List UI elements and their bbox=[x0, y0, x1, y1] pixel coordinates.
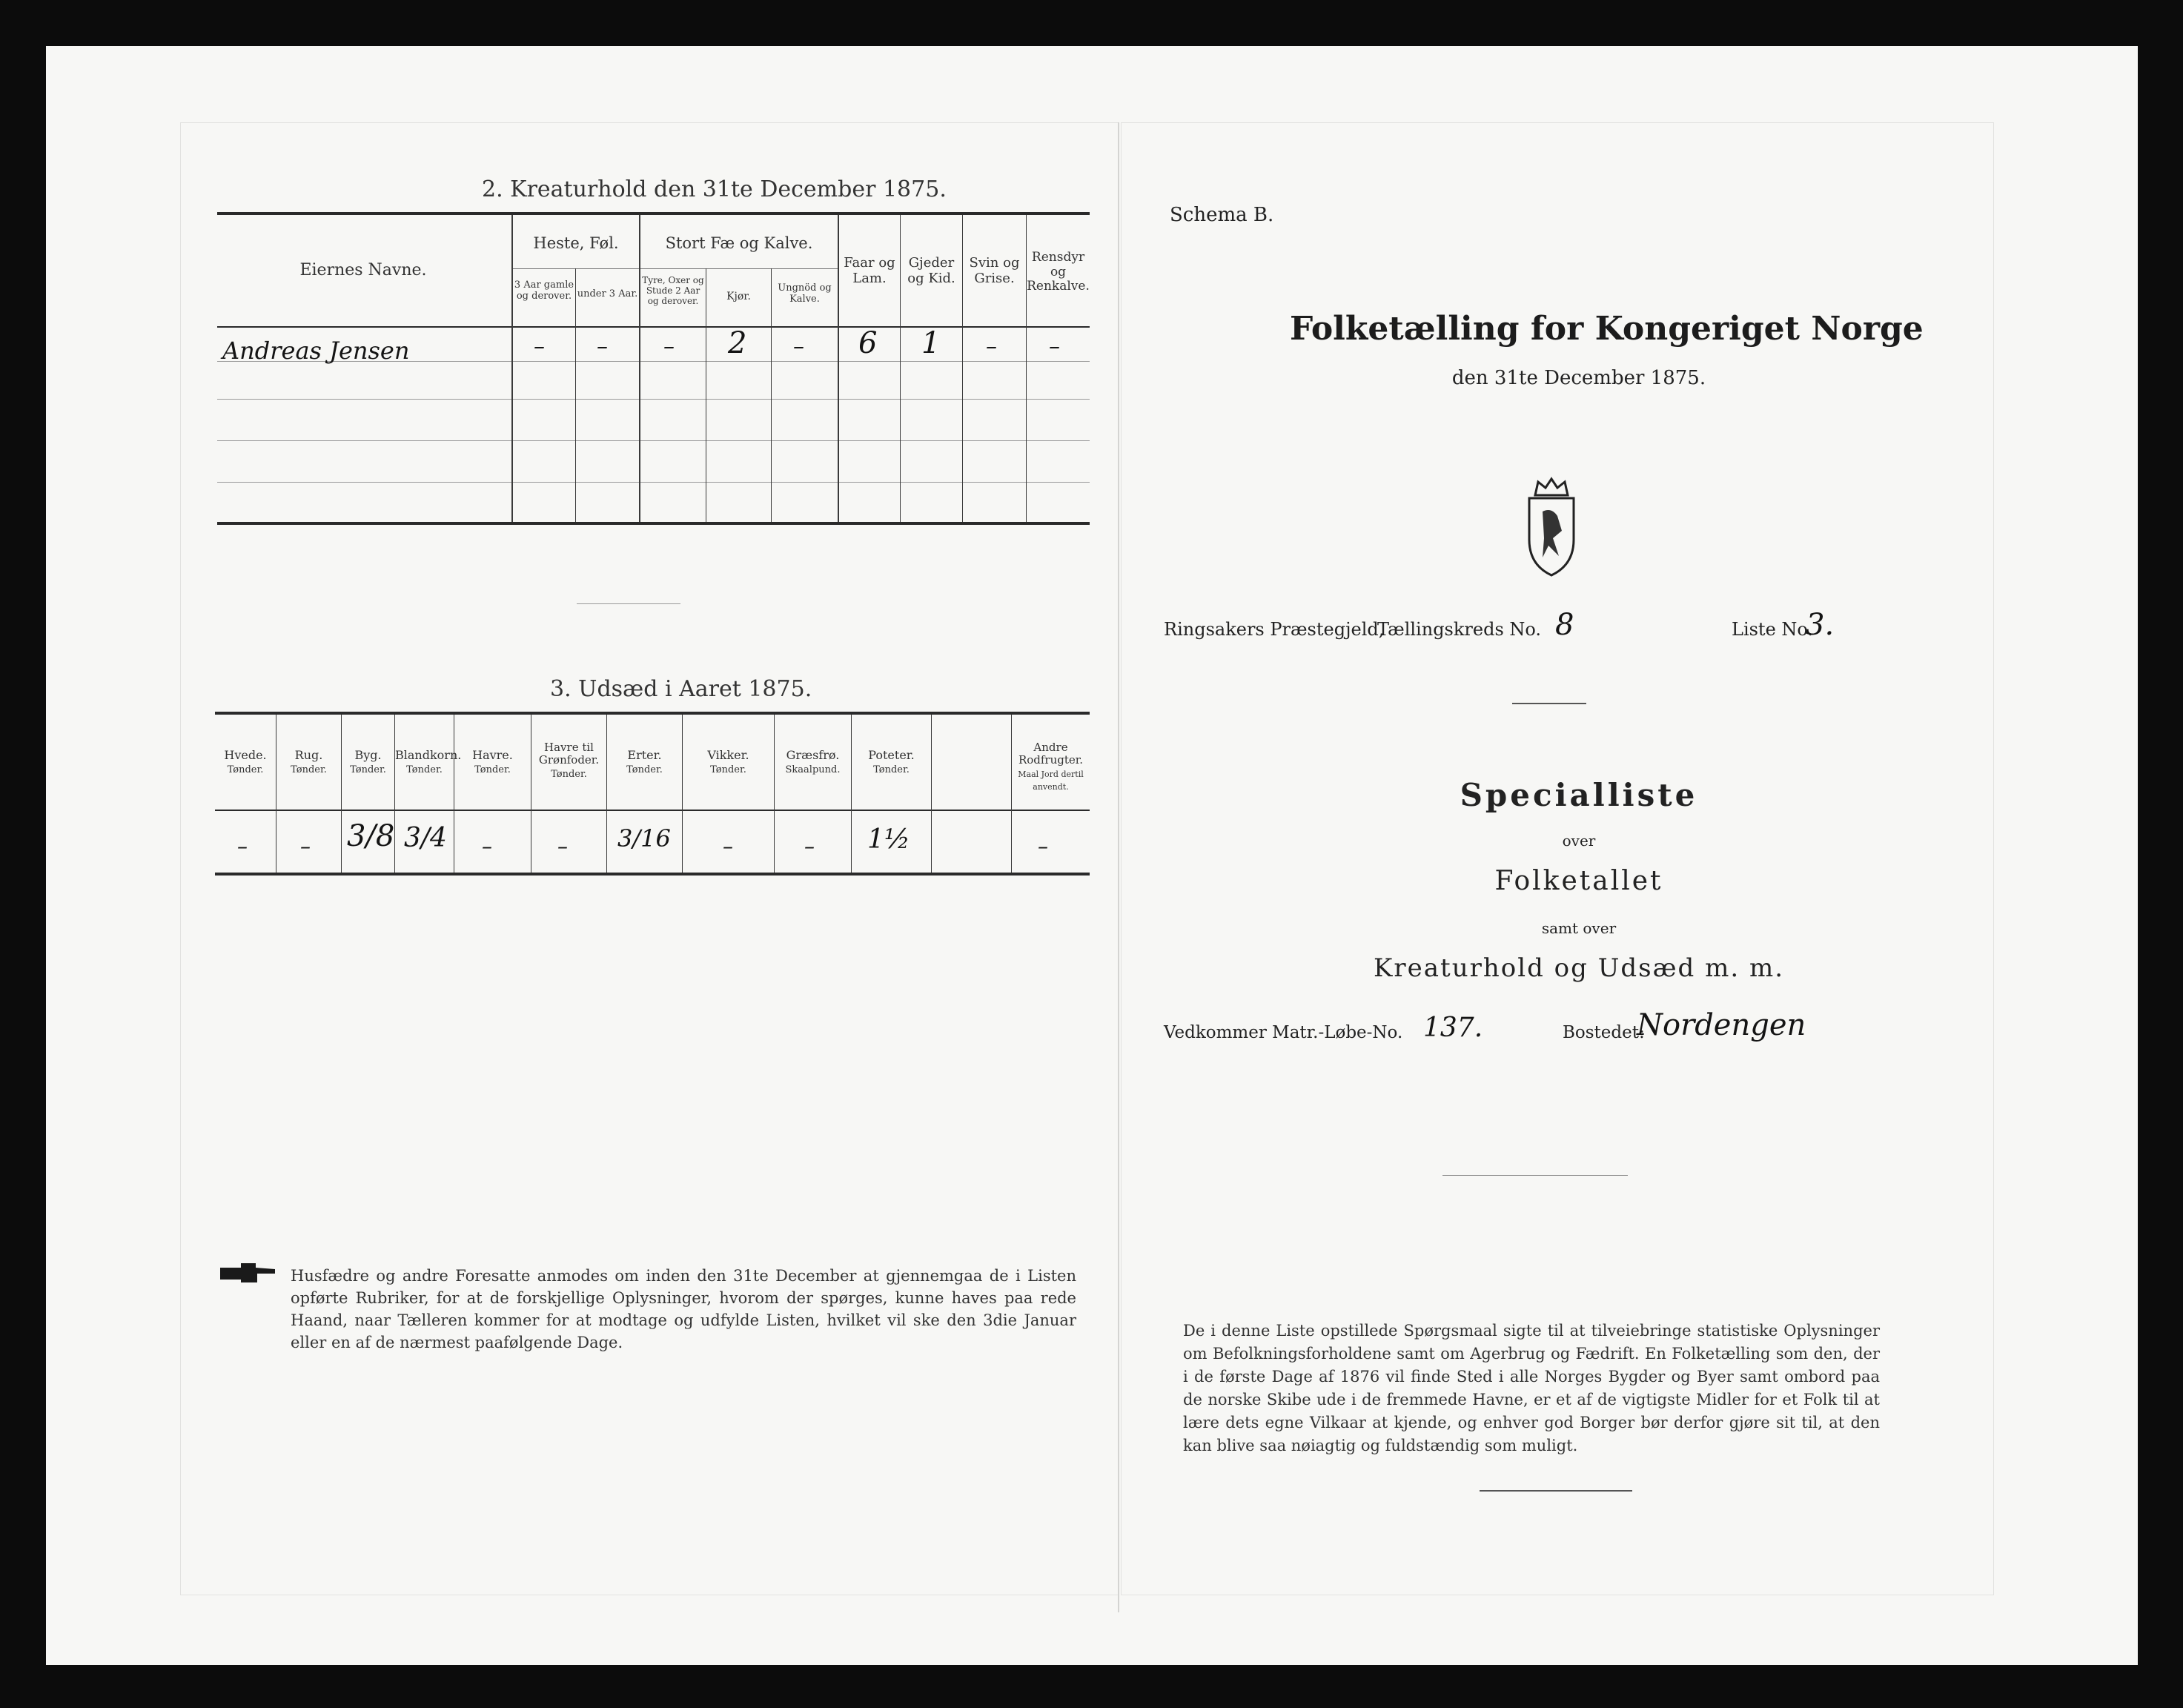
district-label: Tællingskreds No. bbox=[1377, 619, 1542, 640]
explanation-paragraph: De i denne Liste opstillede Spørgsmaal sigte til at tilveiebringe statistiske Oplysninger om Befolkningsforholdene samt om Agerbrug og Fædrift. En Folketælling som den, der i de første Dage af 1876 vil finde Sted i alle Norges Bygder og Byer samt ombord paa de norske Skibe ude i de fremmede Havne, er et af de vigtigste Midler for et Folk til at lære dets egne Vilkaar at kjende, og enhver god Borger bør derfor gjøre sit til, at den kan blive saa nøiagtig og fuldstændig som muligt. bbox=[1183, 1322, 1880, 1454]
seed-col-header: Havre. Tønder. bbox=[472, 748, 513, 776]
page-fold bbox=[1118, 122, 1119, 1612]
census-date: den 31te December 1875. bbox=[1451, 367, 1706, 389]
seed-cell: – bbox=[723, 834, 733, 858]
seed-cell: – bbox=[804, 834, 815, 858]
notice-text: Husfædre og andre Foresatte anmodes om inden den 31te December at gjennemgaa de i Listen opførte Rubriker, for at de forskjellige Oplysninger, hvorom der spørges, kunne haves paa rede Haand, naar Tælleren kommer for at modtage og udfylde Listen, hvilket vil ske den 3die Januar eller en af de nærmest paafølgende Dage. bbox=[291, 1267, 1076, 1351]
owner-name: Andreas Jensen bbox=[222, 337, 410, 365]
list-number: 3. bbox=[1806, 608, 1835, 642]
seed-col-header: Erter. Tønder. bbox=[626, 748, 663, 776]
district-number: 8 bbox=[1555, 608, 1574, 642]
table3-title: 3. Udsæd i Aaret 1875. bbox=[550, 676, 812, 702]
divider bbox=[1442, 1175, 1628, 1176]
parish-label: Ringsakers Præstegjeld, bbox=[1164, 619, 1385, 640]
census-title: Folketælling for Kongeriget Norge bbox=[1290, 310, 1924, 348]
seed-col-header: Græsfrø. Skaalpund. bbox=[785, 748, 841, 776]
cell: – bbox=[986, 334, 997, 360]
table2-title: 2. Kreaturhold den 31te December 1875. bbox=[482, 176, 947, 202]
schema-label: Schema B. bbox=[1170, 204, 1274, 226]
horses-group-header: Heste, Føl. bbox=[533, 234, 619, 252]
pointing-hand-icon bbox=[219, 1260, 278, 1287]
seed-cell: 3/4 bbox=[404, 823, 447, 853]
divider bbox=[1480, 1490, 1632, 1492]
bosted-label: Bostedet: bbox=[1563, 1023, 1645, 1042]
col-header: Tyre, Oxer og Stude 2 Aar og derover. bbox=[642, 275, 704, 306]
cell: – bbox=[597, 334, 608, 360]
seed-cell: 3/8 bbox=[347, 819, 395, 853]
seed-col-header: Havre til Grønfoder. Tønder. bbox=[538, 741, 600, 780]
cell: 6 bbox=[858, 326, 878, 360]
col-header: Rensdyr og Renkalve. bbox=[1027, 250, 1090, 294]
divider bbox=[1512, 703, 1586, 704]
owner-header: Eiernes Navne. bbox=[299, 261, 427, 279]
seed-cell: 1½ bbox=[867, 824, 910, 855]
col-header: 3 Aar gamle og derover. bbox=[514, 279, 574, 302]
col-header: Svin og Grise. bbox=[969, 255, 1020, 286]
norway-coat-of-arms-icon bbox=[1507, 474, 1596, 578]
seed-col-header: Hvede. Tønder. bbox=[224, 748, 267, 776]
seed-cell: – bbox=[557, 834, 568, 858]
divider bbox=[577, 603, 680, 604]
seed-col-header: Vikker. Tønder. bbox=[707, 748, 749, 776]
matr-number: 137. bbox=[1423, 1013, 1483, 1043]
bosted-value: Nordengen bbox=[1637, 1008, 1806, 1042]
seed-cell: 3/16 bbox=[617, 824, 671, 853]
specialliste-heading: Specialliste bbox=[1460, 777, 1698, 813]
folketallet-heading: Folketallet bbox=[1494, 866, 1663, 896]
seed-col-header: Byg. Tønder. bbox=[350, 748, 386, 776]
seed-cell: – bbox=[1038, 834, 1048, 858]
matr-label: Vedkommer Matr.-Løbe-No. bbox=[1164, 1023, 1403, 1042]
seed-col-header: Blandkorn. Tønder. bbox=[395, 748, 462, 776]
cell: – bbox=[663, 334, 675, 360]
col-header: Faar og Lam. bbox=[844, 255, 895, 286]
list-label: Liste No. bbox=[1732, 619, 1814, 640]
col-header: Ungnöd og Kalve. bbox=[778, 282, 832, 305]
seed-col-header: Andre Rodfrugter. Maal Jord dertil anvendt. bbox=[1018, 741, 1084, 792]
cattle-group-header: Stort Fæ og Kalve. bbox=[665, 234, 813, 252]
cell: – bbox=[534, 334, 545, 360]
col-header: under 3 Aar. bbox=[577, 288, 638, 299]
seed-col-header: Rug. Tønder. bbox=[291, 748, 327, 776]
cell: 2 bbox=[728, 326, 747, 360]
cell: 1 bbox=[921, 326, 941, 360]
seed-cell: – bbox=[300, 834, 311, 858]
seed-cell: – bbox=[482, 834, 492, 858]
seed-cell: – bbox=[237, 834, 248, 858]
cell: – bbox=[793, 334, 804, 360]
samt-over-label: samt over bbox=[1541, 919, 1617, 937]
cell: – bbox=[1049, 334, 1060, 360]
kreaturhold-heading: Kreaturhold og Udsæd m. m. bbox=[1373, 953, 1784, 983]
col-header: Gjeder og Kid. bbox=[907, 255, 955, 286]
seed-col-header: Poteter. Tønder. bbox=[868, 748, 915, 776]
over-label: over bbox=[1562, 832, 1596, 850]
col-header: Kjør. bbox=[726, 291, 751, 302]
